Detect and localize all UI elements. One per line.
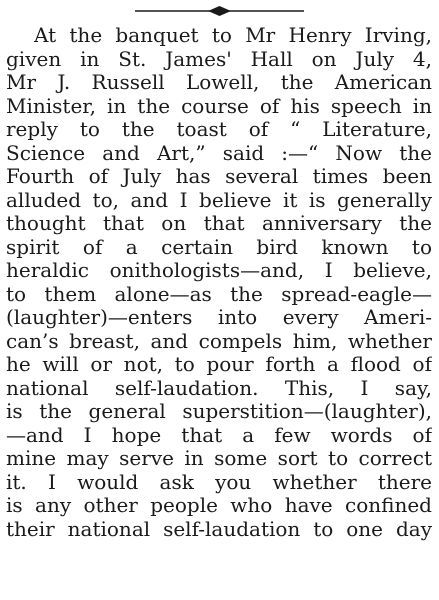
article-line: Minister, in the course of his speech in <box>6 94 432 118</box>
article-line: thought that on that anniversary the <box>6 212 432 235</box>
article-line: (laughter)—enters into every Ameri- <box>6 306 432 329</box>
article-line: Fourth of July has several times been <box>6 165 432 188</box>
article-line: Science and Art,” said :—“ Now the <box>6 141 432 165</box>
article-body <box>6 24 432 541</box>
article-line: he will or not, to pour forth a flood of <box>6 353 432 376</box>
article-line: their national self-laudation to one day <box>6 517 432 541</box>
article-line: is the general superstition—(laughter), <box>6 400 432 423</box>
article-line: alluded to, and I believe it is generally <box>6 188 432 212</box>
article-line: is any other people who have confined <box>6 494 432 517</box>
article-line: spirit of a certain bird known to <box>6 235 432 259</box>
article-line: Mr J. Russell Lowell, the American <box>6 71 432 94</box>
article-line: given in St. James' Hall on July 4, <box>6 47 432 71</box>
article-line: to them alone—as the spread-eagle— <box>6 282 432 306</box>
separator-ornament <box>0 0 439 24</box>
article-line: —and I hope that a few words of <box>6 423 432 447</box>
article-line: At the banquet to Mr Henry Irving, <box>34 24 432 47</box>
article-line: can’s breast, and compels him, whether <box>6 329 432 353</box>
article-line: national self-laudation. This, I say, <box>6 376 432 400</box>
article-line: reply to the toast of “ Literature, <box>6 118 432 141</box>
article-line: heraldic onithologists—and, I believe, <box>6 259 432 282</box>
article-line: mine may serve in some sort to correct <box>6 447 432 470</box>
article-line: it. I would ask you whether there <box>6 470 432 494</box>
